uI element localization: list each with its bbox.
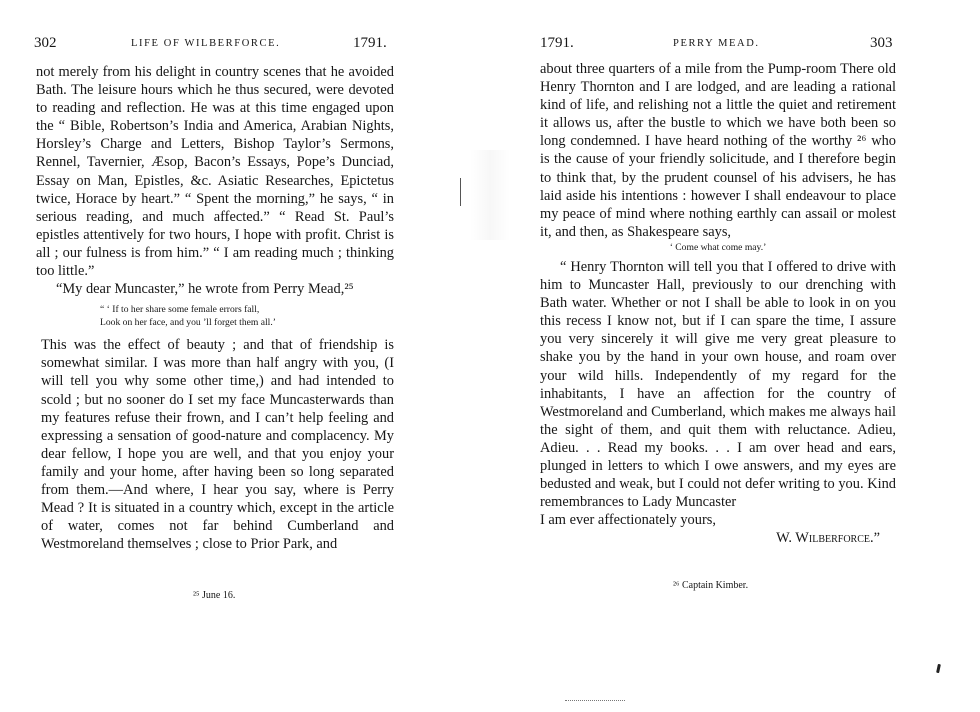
right-paragraph-1: about three quarters of a mile from the Pump-room There old Henry Thornton and I are lodged, and are leading a rational kind of life, and relishing not a little the quiet and retirement it allows us, after the bustle to which we have both been so long condemned. I have heard nothing of the worthy ²⁶ who is the cause of your friendly solicitude, and I therefore begin to think that, by the prudent counsel of his advisers, he has laid aside his intentions : however I shall endeavour to place my peace of mind where nothing earthly can assail or molest it, and then, as Shakespeare says, <box>540 61 896 240</box>
left-page-number: 302 <box>34 35 57 51</box>
right-paragraph-2: “ Henry Thornton will tell you that I offered to drive with him to Muncaster Hall, previously to our drenching with Bath water. Whether or not I shall be able to look in on you this recess I know not, but if I can spare the time, I assure you very sincerely it will give me very great pleasure to shake you by the hand in your own house, and roam over your wild hills. Independently of my regard for the inhabitants, I have an affection for the country of Westmoreland and Cumberland, which makes me always hail the sight of them, and quit them with reluctance. Adieu, Adieu. . . Read my books. . . I am over head and ears, plunged in letters to which I owe answers, and my eyes are bedusted and weak, but I could not defer writing to you. Kind remembrances to Lady Muncaster <box>540 258 896 511</box>
scan-dots <box>565 700 625 702</box>
right-year: 1791. <box>540 35 574 51</box>
right-page <box>490 0 980 712</box>
letter-signature: W. Wilberforce.” <box>776 530 880 547</box>
shakespeare-quote: ‘ Come what come may.’ <box>669 241 767 253</box>
right-footnote: ²⁶ Captain Kimber. <box>673 580 749 591</box>
right-running-head: PERRY MEAD. <box>673 38 760 49</box>
left-running-head: LIFE OF WILBERFORCE. <box>131 38 281 49</box>
left-page <box>0 0 470 712</box>
letter-closing: I am ever affectionately yours, <box>540 512 716 529</box>
left-page-header <box>0 35 470 55</box>
right-body-text <box>540 60 896 547</box>
left-year: 1791. <box>353 35 387 51</box>
left-paragraph-1: not merely from his delight in country scenes that he avoided Bath. The leisure hours which he thus secured, were devoted to reading and reflection. He was at this time engaged upon the “ Bible, Robertson’s India and America, Arabian Nights, Horsley’s Charge and Letters, Bishop Taylor’s Sermons, Rennel, Tavernier, Æsop, Bacon’s Essays, Pope’s Dunciad, Essay on Man, Epistles, &c. Asiatic Researches, Epictetus twice, Horace by heart.” “ Spent the morning,” he says, “ in serious reading, and much affected.” “ Read St. Paul’s epistles attentively for two hours, I hope with profit. Christ is all ; our fulness is from him.” “ I am reading much ; thinking too little.” <box>36 64 394 280</box>
verse-quote <box>36 304 394 329</box>
verse-line-1: “ ‘ If to her share some female errors fall, <box>100 304 260 316</box>
left-paragraph-3: This was the effect of beauty ; and that of friendship is somewhat similar. I was more than half angry with you, (I will tell you why some other time,) and had intended to scold ; but no sooner do I set my face Muncasterwards than my features refuse their frown, and I can’t help feeling and expressing a sensation of good-nature and complacency. My dear fellow, I hope you are well, and that you enjoy your family and your home, after having been so long separated from them.—And where, I hear you say, where is Perry Mead ? It is situated in a country which, except in the article of water, comes not far behind Cumberland and Westmoreland themselves ; close to Prior Park, and <box>41 337 394 553</box>
verse-line-2: Look on her face, and you ’ll forget them all.’ <box>100 316 276 328</box>
gutter-mark <box>460 178 461 206</box>
right-page-number: 303 <box>870 35 893 51</box>
left-paragraph-2: “My dear Muncaster,” he wrote from Perry Mead,²⁵ <box>56 281 354 298</box>
left-footnote: ²⁵ June 16. <box>193 590 236 601</box>
right-page-header <box>490 35 980 55</box>
left-body-text <box>36 63 394 553</box>
